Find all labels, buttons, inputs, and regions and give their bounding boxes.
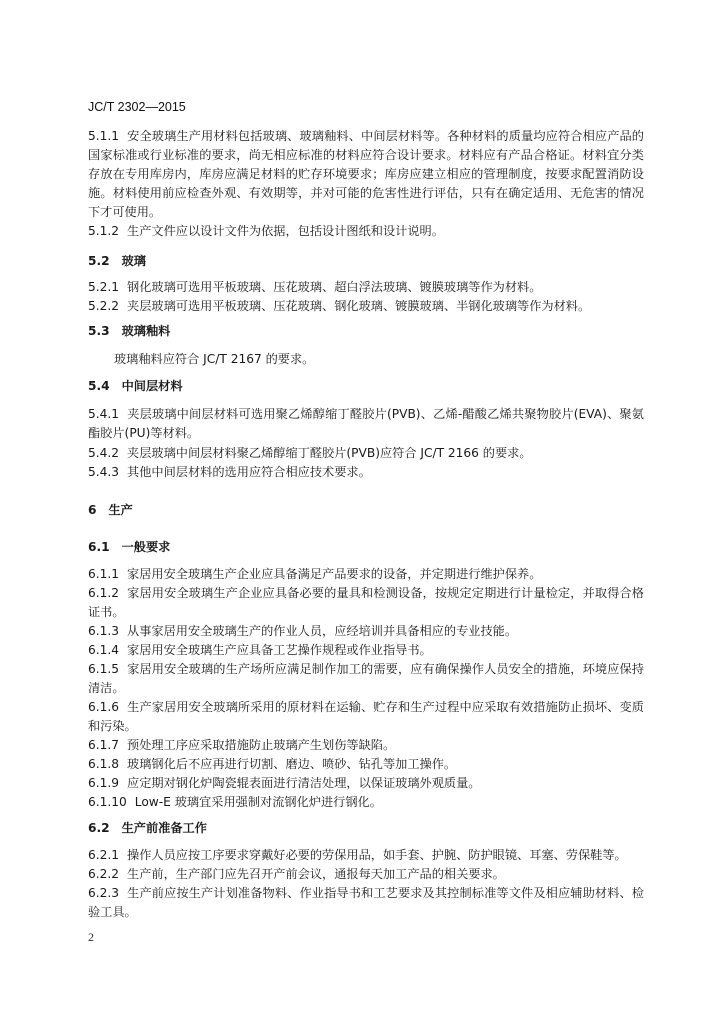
clause-5-4-1 — [88, 405, 644, 443]
section-number: 5.4 — [88, 379, 110, 393]
clause-text: 玻璃钢化后不应再进行切割、磨边、喷砂、钻孔等加工操作。 — [127, 757, 457, 771]
clause-text: 家居用安全玻璃生产应具备工艺操作规程或作业指导书。 — [127, 643, 432, 657]
section-number: 6.1 — [88, 540, 110, 554]
clause-5-4-2 — [88, 444, 644, 463]
clause-number: 6.2.2 — [88, 867, 120, 881]
clause-6-1-4 — [88, 641, 644, 660]
clause-number: 6.1.9 — [88, 776, 120, 790]
page-number: 2 — [88, 930, 94, 944]
clause-text: 夹层玻璃中间层材料聚乙烯醇缩丁醛胶片(PVB)应符合 JC/T 2166 的要求。 — [127, 446, 532, 460]
clause-text: 操作人员应按工序要求穿戴好必要的劳保用品，如手套、护腕、防护眼镜、耳塞、劳保鞋等。 — [127, 848, 627, 862]
clause-text: 夹层玻璃中间层材料可选用聚乙烯醇缩丁醛胶片(PVB)、乙烯-醋酸乙烯共聚物胶片(EVA)、聚氨酯胶片(PU)等材料。 — [88, 407, 644, 440]
section-heading-5-4 — [88, 377, 183, 396]
section-heading-6 — [88, 501, 133, 520]
section-title: 生产前准备工作 — [121, 821, 207, 835]
clause-text: 钢化玻璃可选用平板玻璃、压花玻璃、超白浮法玻璃、镀膜玻璃等作为材料。 — [127, 280, 542, 294]
clause-6-1-2 — [88, 584, 644, 622]
clause-5-3 — [88, 350, 670, 369]
clause-text: Low-E 玻璃宜采用强制对流钢化炉进行钢化。 — [134, 795, 382, 809]
clause-5-1-2 — [88, 222, 644, 241]
clause-text: 生产家居用安全玻璃所采用的原材料在运输、贮存和生产过程中应采取有效措施防止损坏、变质和污染。 — [88, 700, 644, 733]
clause-number: 6.1.10 — [88, 795, 127, 809]
clause-number: 5.2.1 — [88, 280, 120, 294]
section-number: 6 — [88, 503, 97, 517]
clause-number: 6.2.1 — [88, 848, 120, 862]
section-title: 一般要求 — [121, 540, 171, 554]
clause-number: 5.1.1 — [88, 129, 120, 143]
clause-text: 生产前，生产部门应先召开产前会议，通报每天加工产品的相关要求。 — [127, 867, 505, 881]
clause-text: 玻璃釉料应符合 JC/T 2167 的要求。 — [114, 352, 315, 366]
clause-6-1-1 — [88, 565, 644, 584]
clause-text: 生产前应按生产计划准备物料、作业指导书和工艺要求及其控制标准等文件及相应辅助材料、检验工具。 — [88, 886, 644, 919]
clause-text: 家居用安全玻璃生产企业应具备满足产品要求的设备，并定期进行维护保养。 — [127, 567, 542, 581]
clause-6-1-8 — [88, 755, 644, 774]
clause-5-4-3 — [88, 463, 644, 482]
standard-code: JC/T 2302—2015 — [88, 100, 186, 114]
clause-number: 5.4.1 — [88, 407, 120, 421]
clause-number: 5.2.2 — [88, 299, 120, 313]
clause-text: 夹层玻璃可选用平板玻璃、压花玻璃、钢化玻璃、镀膜玻璃、半钢化玻璃等作为材料。 — [127, 299, 591, 313]
clause-number: 6.1.6 — [88, 700, 120, 714]
clause-6-1-10 — [88, 793, 644, 812]
clause-number: 5.1.2 — [88, 224, 120, 238]
clause-text: 生产文件应以设计文件为依据，包括设计图纸和设计说明。 — [127, 224, 444, 238]
clause-number: 6.1.7 — [88, 738, 120, 752]
clause-number: 6.1.5 — [88, 662, 120, 676]
clause-number: 6.1.2 — [88, 586, 120, 600]
section-heading-5-3 — [88, 322, 170, 341]
clause-number: 6.2.3 — [88, 886, 120, 900]
section-title: 玻璃 — [121, 254, 146, 268]
section-title: 中间层材料 — [121, 379, 183, 393]
section-number: 5.2 — [88, 254, 110, 268]
clause-6-1-9 — [88, 774, 644, 793]
clause-number: 6.1.4 — [88, 643, 120, 657]
clause-text: 家居用安全玻璃的生产场所应满足制作加工的需要，应有确保操作人员安全的措施，环境应保持清洁。 — [88, 662, 644, 695]
section-number: 6.2 — [88, 821, 110, 835]
clause-5-2-2 — [88, 297, 644, 316]
clause-number: 6.1.3 — [88, 624, 120, 638]
clause-6-1-5 — [88, 660, 644, 698]
clause-text: 家居用安全玻璃生产企业应具备必要的量具和检测设备，按规定定期进行计量检定，并取得合格证书。 — [88, 586, 644, 619]
clause-number: 5.4.3 — [88, 465, 120, 479]
clause-6-2-1 — [88, 846, 644, 865]
clause-text: 应定期对钢化炉陶瓷辊表面进行清洁处理，以保证玻璃外观质量。 — [127, 776, 481, 790]
clause-text: 从事家居用安全玻璃生产的作业人员，应经培训并具备相应的专业技能。 — [127, 624, 518, 638]
clause-6-1-3 — [88, 622, 644, 641]
clause-text: 预处理工序应采取措施防止玻璃产生划伤等缺陷。 — [127, 738, 396, 752]
section-heading-6-1 — [88, 538, 170, 557]
clause-text: 其他中间层材料的选用应符合相应技术要求。 — [127, 465, 371, 479]
clause-5-1-1 — [88, 127, 644, 222]
clause-number: 5.4.2 — [88, 446, 120, 460]
clause-number: 6.1.8 — [88, 757, 120, 771]
clause-5-2-1 — [88, 278, 644, 297]
clause-text: 安全玻璃生产用材料包括玻璃、玻璃釉料、中间层材料等。各种材料的质量均应符合相应产品的国家标准或行业标准的要求，尚无相应标准的材料应符合设计要求。材料应有产品合格证。材料宜分类存放在专用库房内，库房应满足材料的贮存环境要求；库房应建立相应的管理制度，按要求配置消防设施。材料使用前应检查外观、有效期等，并对可能的危害性进行评估，只有在确定适用、无危害的情况下才可使用。 — [88, 129, 644, 219]
clause-6-2-3 — [88, 884, 644, 922]
clause-6-1-6 — [88, 698, 644, 736]
section-number: 5.3 — [88, 324, 110, 338]
section-heading-5-2 — [88, 252, 146, 271]
section-heading-6-2 — [88, 819, 207, 838]
section-title: 玻璃釉料 — [121, 324, 171, 338]
clause-6-1-7 — [88, 736, 644, 755]
clause-6-2-2 — [88, 865, 644, 884]
section-title: 生产 — [108, 503, 133, 517]
clause-number: 6.1.1 — [88, 567, 120, 581]
